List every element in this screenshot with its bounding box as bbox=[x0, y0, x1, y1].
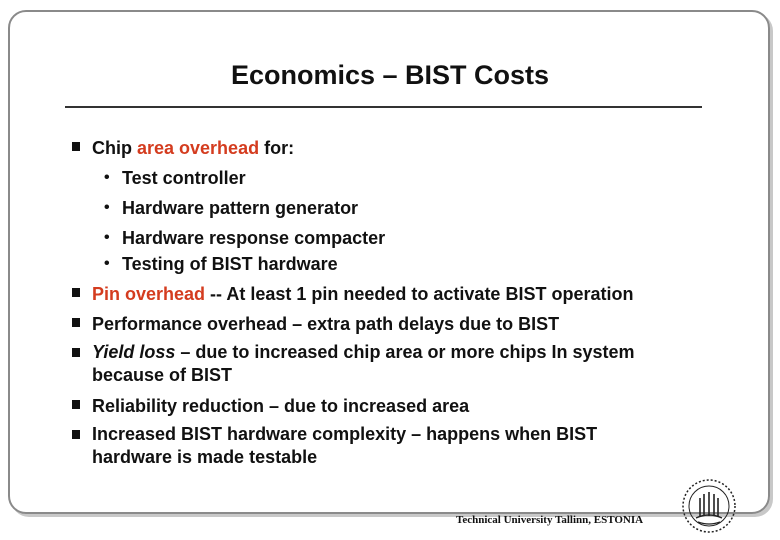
square-bullet-icon bbox=[72, 142, 80, 151]
title-divider bbox=[65, 106, 702, 108]
bullet-text-pre: Chip bbox=[92, 138, 137, 158]
slide-title: Economics – BIST Costs bbox=[230, 60, 550, 90]
bullet-italic: Yield loss bbox=[92, 342, 176, 362]
bullet-highlight: area overhead bbox=[137, 138, 260, 158]
bullet-text-post: -- At least 1 pin needed to activate BIST operation bbox=[205, 284, 634, 304]
bullet-text: Performance overhead – extra path delays due to BIST bbox=[92, 314, 560, 334]
sub-item-label: Test controller bbox=[122, 168, 246, 188]
dot-bullet-icon: • bbox=[104, 229, 110, 246]
university-seal-icon bbox=[678, 478, 740, 534]
square-bullet-icon bbox=[72, 318, 80, 327]
bullet-chip-area bbox=[92, 135, 732, 161]
sub-item-testing-bist bbox=[92, 251, 732, 277]
bullet-text-line1: Increased BIST hardware complexity – happens when BIST bbox=[92, 424, 598, 444]
bullet-yield-loss bbox=[92, 341, 732, 387]
square-bullet-icon bbox=[72, 400, 80, 409]
square-bullet-icon bbox=[72, 288, 80, 297]
bullet-highlight: Pin overhead bbox=[92, 284, 206, 304]
sub-item-pattern-generator bbox=[92, 195, 732, 221]
sub-item-response-compacter bbox=[92, 225, 732, 251]
square-bullet-icon bbox=[72, 430, 80, 439]
bullet-performance-overhead bbox=[92, 311, 732, 337]
square-bullet-icon bbox=[72, 348, 80, 357]
dot-bullet-icon: • bbox=[104, 199, 110, 216]
dot-bullet-icon: • bbox=[104, 255, 110, 272]
bullet-text: Reliability reduction – due to increased area bbox=[92, 396, 470, 416]
sub-item-label: Hardware response compacter bbox=[122, 228, 386, 248]
bullet-complexity bbox=[92, 423, 732, 469]
bullet-text-line2: because of BIST bbox=[92, 365, 233, 385]
bullet-text-post: for: bbox=[259, 138, 295, 158]
sub-item-label: Hardware pattern generator bbox=[122, 198, 359, 218]
bullet-text-post: – due to increased chip area or more chips In system bbox=[175, 342, 635, 362]
bullet-pin-overhead bbox=[92, 281, 732, 307]
bullet-list bbox=[92, 135, 732, 469]
bullet-reliability bbox=[92, 393, 732, 419]
dot-bullet-icon: • bbox=[104, 169, 110, 186]
sub-item-label: Testing of BIST hardware bbox=[122, 254, 338, 274]
sub-item-test-controller bbox=[92, 165, 732, 191]
bullet-text-line2: hardware is made testable bbox=[92, 447, 318, 467]
footer-institution: Technical University Tallinn, ESTONIA bbox=[456, 514, 644, 526]
